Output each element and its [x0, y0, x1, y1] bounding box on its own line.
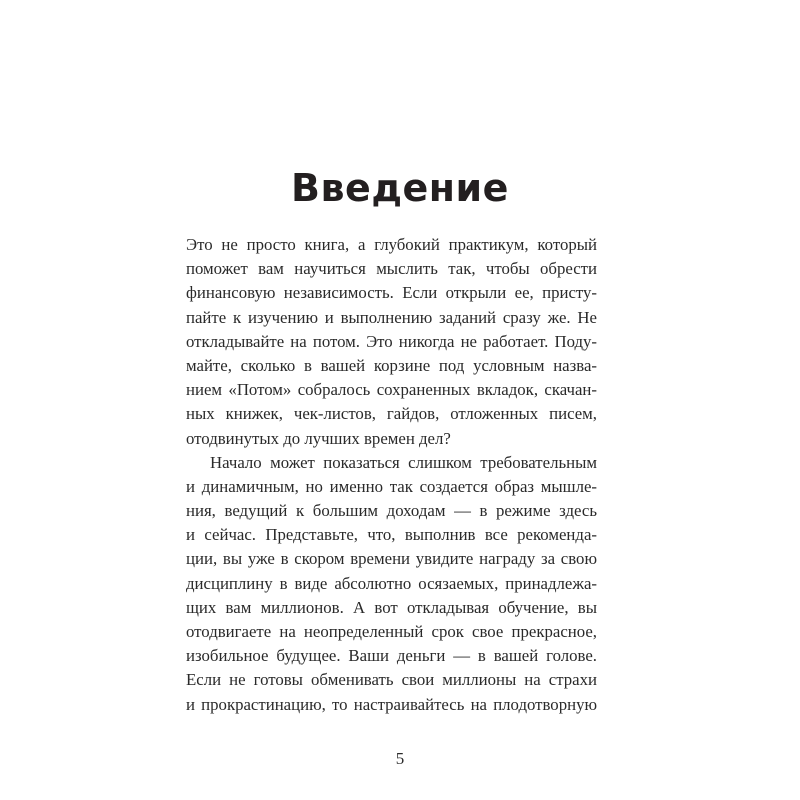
- text-line: пайте к изучению и выполнению заданий сразу же. Не: [186, 307, 597, 327]
- text-line: и динамичным, но именно так создается образ мышле-: [186, 476, 597, 496]
- text-line: и сейчас. Представьте, что, выполнив все рекоменда-: [186, 525, 597, 545]
- text-line: щих вам миллионов. А вот откладывая обучение, вы: [186, 597, 597, 617]
- text-line: майте, сколько в вашей корзине под условным назва-: [186, 355, 597, 375]
- page-number: 5: [395, 749, 405, 768]
- paragraph-2: [186, 451, 597, 717]
- text-line: Это не просто книга, а глубокий практикум, который: [186, 235, 597, 254]
- text-line: откладывайте на потом. Это никогда не работает. Поду-: [186, 331, 597, 351]
- paragraph-1: [186, 233, 597, 451]
- text-line: ции, вы уже в скором времени увидите награду за свою: [186, 549, 597, 569]
- text-line: отодвинутых до лучших времен дел?: [186, 428, 451, 448]
- text-line: ния, ведущий к большим доходам — в режиме здесь: [186, 501, 597, 521]
- text-line: ных книжек, чек-листов, гайдов, отложенных писем,: [186, 404, 597, 424]
- text-line: Начало может показаться слишком требовательным: [210, 452, 597, 472]
- text-line: дисциплину в виде абсолютно осязаемых, принадлежа-: [186, 573, 597, 593]
- text-line: финансовую независимость. Если открыли ее, присту-: [186, 283, 597, 303]
- chapter-title: Введение: [291, 166, 509, 210]
- text-line: Если не готовы обменивать свои миллионы на страхи: [186, 670, 597, 690]
- body-text: [186, 233, 597, 717]
- text-line: изобильное будущее. Ваши деньги — в вашей голове.: [186, 646, 597, 666]
- text-line: и прокрастинацию, то настраивайтесь на плодотворную: [186, 694, 597, 714]
- text-line: отодвигаете на неопределенный срок свое прекрасное,: [186, 622, 597, 641]
- text-line: поможет вам научиться мыслить так, чтобы обрести: [186, 259, 597, 279]
- text-line: нием «Потом» собралось сохраненных вкладок, скачан-: [186, 380, 597, 400]
